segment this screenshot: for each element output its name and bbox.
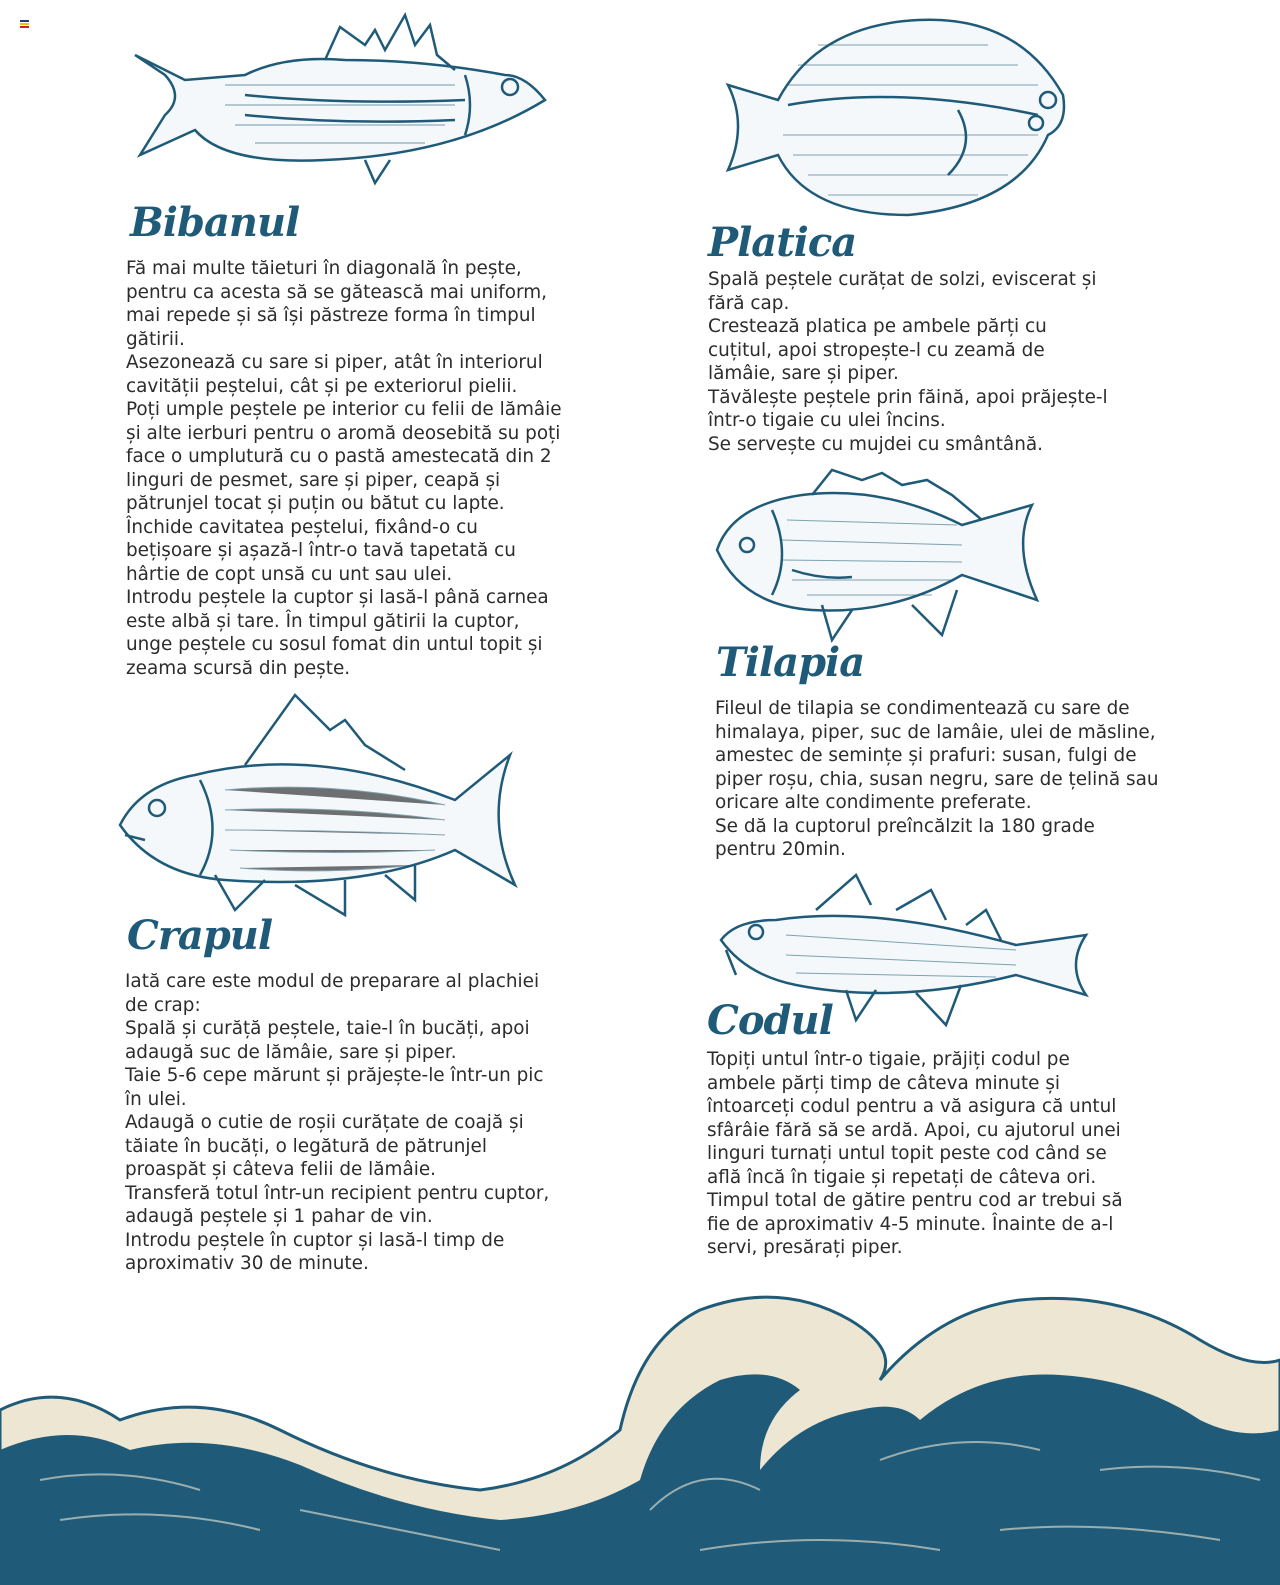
crapul-title: Crapul xyxy=(127,912,273,959)
tilapia-text: Fileul de tilapia se condimentează cu sare de himalaya, piper, suc de lamâie, ulei de măsline, amestec de semințe și prafuri: susan, fulgi de piper roșu, chia, susan negru, sare de țelină sau oricare alte condimente preferate. Se dă la cuptorul preîncălzit la 180 grade pentru 20min. xyxy=(715,698,1159,860)
codul-title: Codul xyxy=(707,997,833,1044)
ocean-waves-illustration xyxy=(0,1280,1280,1585)
crapul-text: Iată care este modul de preparare al plachiei de crap: Spală și curăță peștele, taie-l în bucăți, apoi adaugă suc de lămâie, sare și piper. Taie 5-6 cepe mărunt și prăjește-le într-un pic în ulei. Adaugă o cutie de roșii curățate de coajă și tăiate în bucăți, o legătură de pătrunjel proaspăt și câteva felii de lămâie. Transferă totul într-un recipient pentru cuptor, adaugă peștele și 1 pahar de vin. Introdu peștele în cuptor și lasă-l timp de aproximativ 30 de minute. xyxy=(125,971,550,1274)
sea-bass-fish-icon xyxy=(125,5,555,190)
tilapia-title: Tilapia xyxy=(716,639,865,686)
bibanul-title: Bibanul xyxy=(130,199,300,246)
flatfish-icon xyxy=(718,5,1078,230)
flag-icon xyxy=(20,20,29,27)
tilapia-fish-icon xyxy=(712,465,1052,645)
codul-text: Topiți untul într-o tigaie, prăjiți codul pe ambele părți timp de câteva minute și întoarceți codul pentru a vă asigura că untul sfârâie fără să se ardă. Apoi, cu ajutorul unei linguri turnați untul topit peste cod când se află încă în tigaie și repetați de câteva ori. Timpul total de gătire pentru cod ar trebui să fie de aproximativ 4-5 minute. Înainte de a-l servi, presărați piper. xyxy=(707,1049,1123,1258)
carp-fish-icon xyxy=(115,690,520,920)
bibanul-text: Fă mai multe tăieturi în diagonală în pește, pentru ca acesta să se gătească mai uniform, mai repede și să își păstreze forma în timpul gătirii. Asezonează cu sare si piper, atât în interiorul cavității peștelui, cât și pe exteriorul pielii. Poți umple peștele pe interior cu felii de lămâie și alte ierburi pentru o aromă deosebită su poți face o umplutură cu o pastă amestecată din 2 linguri de pesmet, sare și piper, ceapă și pătrunjel tocat și puțin ou bătut cu lapte. Închide cavitatea peștelui, fixând-o cu bețișoare și așază-l într-o tavă tapetată cu hârtie de copt unsă cu unt sau ulei. Introdu peștele la cuptor și lasă-l până carnea este albă și tare. În timpul gătirii la cuptor, unge peștele cu sosul fomat din untul topit și zeama scursă din pește. xyxy=(126,258,562,679)
platica-title: Platica xyxy=(708,219,857,266)
platica-text: Spală peștele curățat de solzi, eviscerat și fără cap. Crestează platica pe ambele părți cu cuțitul, apoi stropește-l cu zeamă de lămâie, sare și piper. Tăvălește peștele prin făină, apoi prăjește-l într-o tigaie cu ulei încins. Se servește cu mujdei cu smântână. xyxy=(708,269,1108,455)
